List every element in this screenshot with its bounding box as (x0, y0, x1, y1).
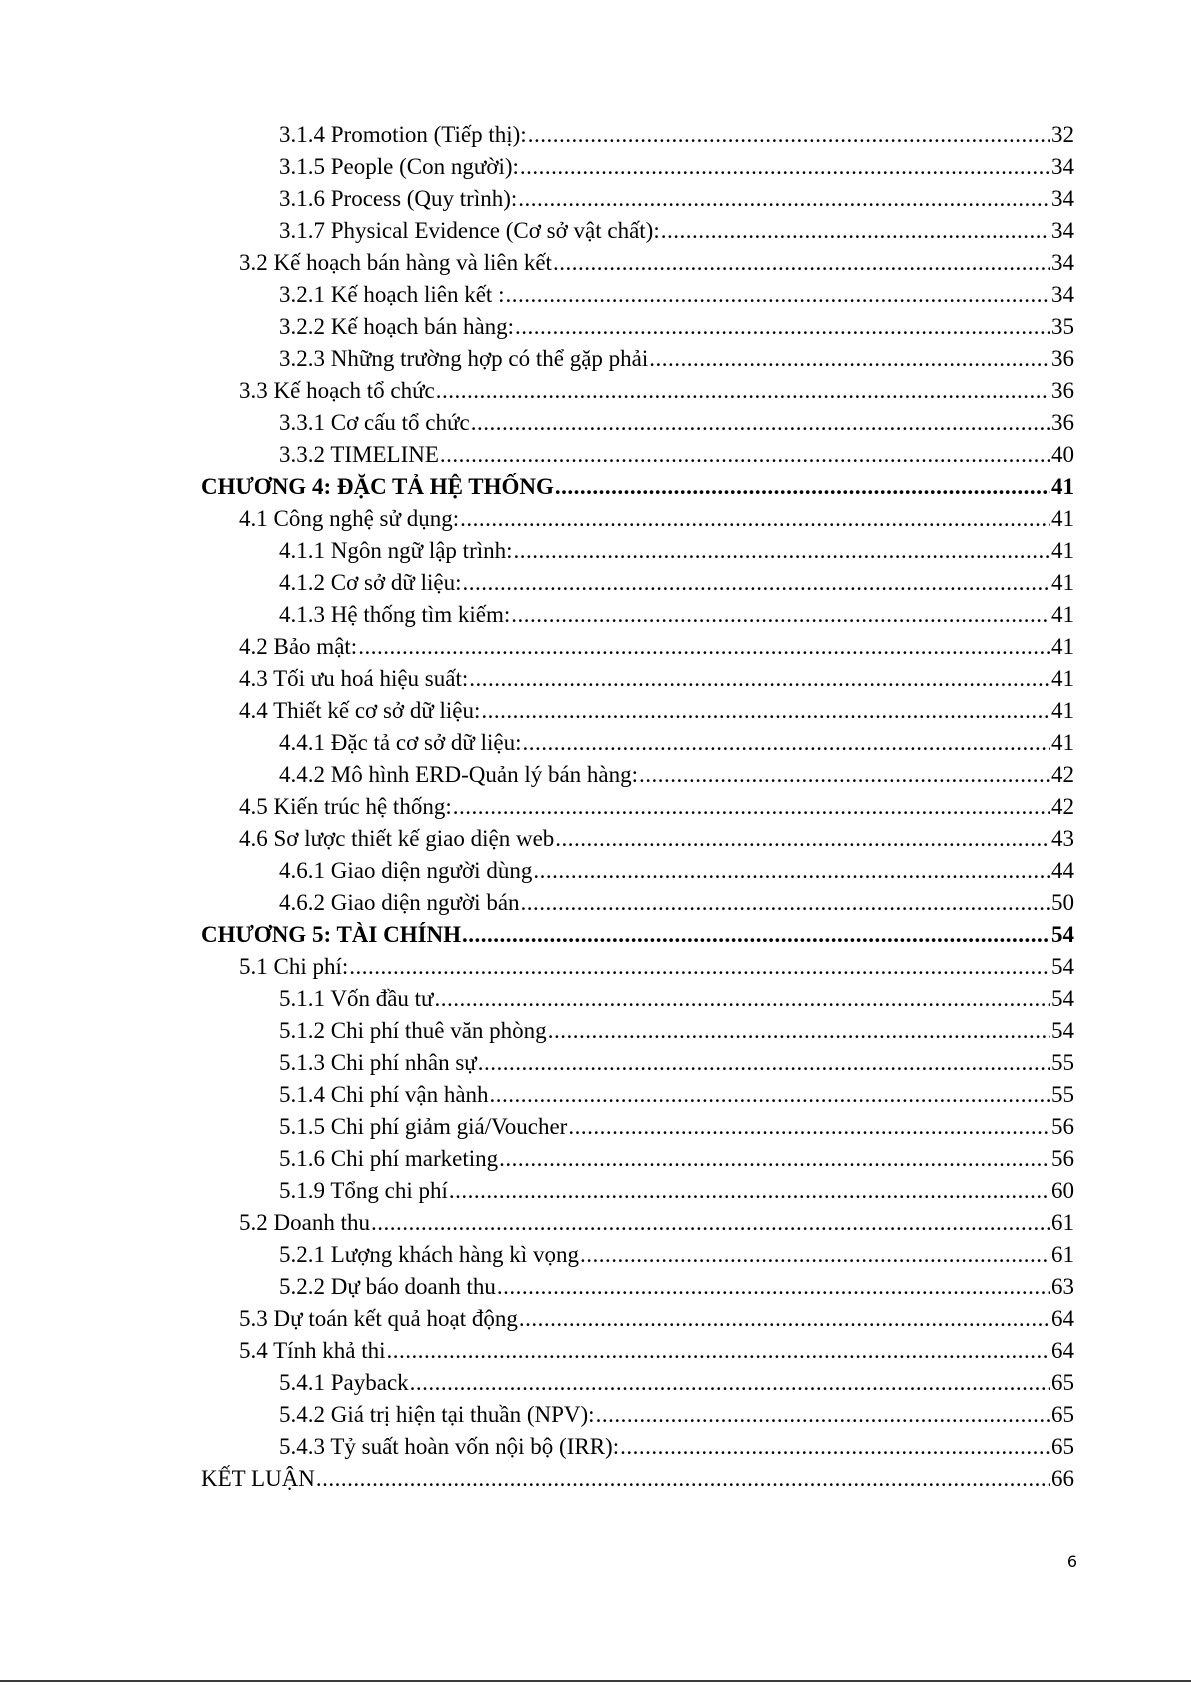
toc-entry-title: 3.3.2 TIMELINE (279, 442, 439, 467)
toc-dot-leader (410, 1367, 1050, 1399)
toc-dot-leader (481, 695, 1050, 727)
toc-entry[interactable] (0, 823, 1191, 855)
toc-entry-page: 64 (1051, 1338, 1074, 1363)
toc-entry-page: 56 (1051, 1114, 1074, 1139)
toc-entry-page: 56 (1051, 1146, 1074, 1171)
toc-entry-title: 3.2.1 Kế hoạch liên kết : (279, 282, 505, 307)
toc-dot-leader (515, 311, 1050, 343)
toc-entry-title: 3.2.2 Kế hoạch bán hàng: (279, 314, 515, 339)
toc-entry-page: 41 (1051, 506, 1074, 531)
toc-entry-page: 36 (1051, 346, 1074, 371)
toc-entry[interactable] (0, 1463, 1191, 1495)
toc-entry-page: 32 (1051, 122, 1074, 147)
toc-dot-leader (316, 1463, 1050, 1495)
toc-dot-leader (620, 1431, 1050, 1463)
toc-entry-page: 34 (1051, 186, 1074, 211)
toc-entry-title: 4.4.1 Đặc tả cơ sở dữ liệu: (279, 730, 522, 755)
toc-dot-leader (449, 1175, 1050, 1207)
toc-dot-leader (505, 279, 1050, 311)
toc-dot-leader (460, 503, 1050, 535)
toc-entry-page: 41 (1051, 538, 1074, 563)
toc-entry[interactable] (0, 567, 1191, 599)
toc-dot-leader (518, 183, 1050, 215)
toc-entry-title: 5.1 Chi phí: (239, 954, 349, 979)
toc-entry-title: 5.1.9 Tổng chi phí (279, 1178, 448, 1203)
toc-entry[interactable] (0, 1303, 1191, 1335)
toc-entry-page: 66 (1051, 1466, 1074, 1491)
toc-dot-leader (471, 407, 1050, 439)
bottom-rule (0, 1680, 1191, 1682)
toc-entry[interactable] (0, 887, 1191, 919)
toc-entry-page: 42 (1051, 762, 1074, 787)
toc-entry-page: 34 (1051, 250, 1074, 275)
toc-entry-title: 5.3 Dự toán kết quả hoạt động (239, 1306, 518, 1331)
toc-entry-title: 5.2.1 Lượng khách hàng kì vọng (279, 1242, 579, 1267)
toc-dot-leader (497, 1271, 1050, 1303)
toc-entry-title: 4.2 Bảo mật: (239, 634, 358, 659)
toc-entry-page: 65 (1051, 1434, 1074, 1459)
toc-entry-title: 5.2 Doanh thu (239, 1210, 370, 1235)
toc-dot-leader (596, 1399, 1050, 1431)
toc-dot-leader (349, 951, 1050, 983)
toc-entry-title: 5.1.4 Chi phí vận hành (279, 1082, 489, 1107)
toc-entry-page: 44 (1051, 858, 1074, 883)
toc-entry-title: 4.1 Công nghệ sử dụng: (239, 506, 460, 531)
toc-entry[interactable] (0, 919, 1191, 951)
toc-entry-page: 41 (1051, 634, 1074, 659)
toc-entry-title: 4.6.1 Giao diện người dùng (279, 858, 533, 883)
toc-entry[interactable] (0, 1207, 1191, 1239)
toc-entry[interactable] (0, 599, 1191, 631)
toc-dot-leader (522, 727, 1050, 759)
toc-dot-leader (521, 887, 1050, 919)
toc-entry[interactable] (0, 1239, 1191, 1271)
toc-entry-title: 4.1.3 Hệ thống tìm kiếm: (279, 602, 511, 627)
toc-entry[interactable] (0, 1335, 1191, 1367)
toc-entry[interactable] (0, 1047, 1191, 1079)
toc-entry-page: 65 (1051, 1370, 1074, 1395)
toc-dot-leader (490, 1079, 1050, 1111)
toc-entry[interactable] (0, 247, 1191, 279)
toc-entry[interactable] (0, 375, 1191, 407)
toc-entry-title: 5.4.3 Tỷ suất hoàn vốn nội bộ (IRR): (279, 1434, 620, 1459)
toc-entry-page: 63 (1051, 1274, 1074, 1299)
toc-entry[interactable] (0, 503, 1191, 535)
toc-dot-leader (435, 983, 1050, 1015)
toc-entry-title: 5.1.2 Chi phí thuê văn phòng (279, 1018, 547, 1043)
toc-entry-title: 5.1.3 Chi phí nhân sự (279, 1050, 477, 1075)
toc-entry-title: 3.3.1 Cơ cấu tổ chức (279, 410, 470, 435)
toc-entry-title: KẾT LUẬN (201, 1466, 315, 1491)
toc-entry[interactable] (0, 855, 1191, 887)
toc-dot-leader (520, 151, 1050, 183)
toc-dot-leader (499, 1143, 1050, 1175)
toc-entry-page: 55 (1051, 1050, 1074, 1075)
toc-dot-leader (661, 215, 1050, 247)
toc-entry-title: 5.2.2 Dự báo doanh thu (279, 1274, 496, 1299)
toc-entry-title: 4.5 Kiến trúc hệ thống: (239, 794, 452, 819)
toc-dot-leader (649, 343, 1050, 375)
toc-entry-page: 54 (1051, 922, 1074, 947)
toc-entry[interactable] (0, 1399, 1191, 1431)
toc-entry-title: 3.2.3 Những trường hợp có thể gặp phải (279, 346, 649, 371)
toc-entry-title: 3.3 Kế hoạch tổ chức (239, 378, 435, 403)
toc-entry-title: 5.4 Tính khả thi (239, 1338, 386, 1363)
toc-entry-page: 65 (1051, 1402, 1074, 1427)
toc-entry-title: 4.1.2 Cơ sở dữ liệu: (279, 570, 462, 595)
toc-entry-page: 41 (1051, 474, 1074, 499)
toc-entry[interactable] (0, 279, 1191, 311)
toc-dot-leader (440, 439, 1050, 471)
toc-entry[interactable] (0, 183, 1191, 215)
toc-entry[interactable] (0, 663, 1191, 695)
table-of-contents (0, 119, 1191, 1495)
toc-entry-page: 41 (1051, 602, 1074, 627)
toc-entry-page: 43 (1051, 826, 1074, 851)
toc-entry-page: 34 (1051, 154, 1074, 179)
toc-dot-leader (387, 1335, 1050, 1367)
toc-entry[interactable] (0, 407, 1191, 439)
toc-entry-title: 4.3 Tối ưu hoá hiệu suất: (239, 666, 469, 691)
toc-entry-title: 4.1.1 Ngôn ngữ lập trình: (279, 538, 513, 563)
toc-entry[interactable] (0, 1111, 1191, 1143)
toc-dot-leader (533, 855, 1050, 887)
toc-entry[interactable] (0, 1143, 1191, 1175)
toc-dot-leader (528, 119, 1050, 151)
toc-entry-title: CHƯƠNG 4: ĐẶC TẢ HỆ THỐNG (201, 474, 554, 499)
toc-entry[interactable] (0, 439, 1191, 471)
toc-dot-leader (553, 247, 1050, 279)
toc-dot-leader (462, 919, 1050, 951)
toc-entry[interactable] (0, 471, 1191, 503)
toc-dot-leader (358, 631, 1050, 663)
toc-entry-title: 4.6 Sơ lược thiết kế giao diện web (239, 826, 555, 851)
toc-entry[interactable] (0, 1271, 1191, 1303)
toc-dot-leader (580, 1239, 1050, 1271)
toc-entry[interactable] (0, 311, 1191, 343)
toc-entry-page: 50 (1051, 890, 1074, 915)
toc-entry-page: 54 (1051, 1018, 1074, 1043)
toc-entry-title: 3.2 Kế hoạch bán hàng và liên kết (239, 250, 552, 275)
toc-entry-title: 4.4.2 Mô hình ERD-Quản lý bán hàng: (279, 762, 639, 787)
toc-entry[interactable] (0, 1367, 1191, 1399)
toc-dot-leader (462, 567, 1050, 599)
toc-dot-leader (478, 1047, 1050, 1079)
toc-entry[interactable] (0, 951, 1191, 983)
toc-entry[interactable] (0, 535, 1191, 567)
toc-entry-page: 64 (1051, 1306, 1074, 1331)
toc-dot-leader (548, 1015, 1050, 1047)
toc-entry-title: 5.1.5 Chi phí giảm giá/Voucher (279, 1114, 568, 1139)
toc-entry-page: 34 (1051, 218, 1074, 243)
toc-entry-page: 61 (1051, 1210, 1074, 1235)
toc-dot-leader (555, 823, 1050, 855)
toc-entry[interactable] (0, 631, 1191, 663)
toc-entry-page: 60 (1051, 1178, 1074, 1203)
toc-dot-leader (453, 791, 1050, 823)
toc-entry[interactable] (0, 343, 1191, 375)
toc-entry[interactable] (0, 151, 1191, 183)
toc-dot-leader (639, 759, 1050, 791)
toc-dot-leader (371, 1207, 1050, 1239)
toc-entry-title: 5.4.1 Payback (279, 1370, 409, 1395)
toc-dot-leader (511, 599, 1050, 631)
toc-entry-page: 40 (1051, 442, 1074, 467)
toc-entry[interactable] (0, 983, 1191, 1015)
toc-entry-page: 54 (1051, 954, 1074, 979)
toc-dot-leader (555, 471, 1050, 503)
toc-entry-page: 34 (1051, 282, 1074, 307)
toc-entry-page: 35 (1051, 314, 1074, 339)
toc-entry[interactable] (0, 1175, 1191, 1207)
toc-entry[interactable] (0, 1079, 1191, 1111)
toc-dot-leader (469, 663, 1050, 695)
toc-entry-title: 5.1.1 Vốn đầu tư (279, 986, 434, 1011)
toc-entry-title: 5.1.6 Chi phí marketing (279, 1146, 499, 1171)
toc-entry-page: 41 (1051, 666, 1074, 691)
toc-dot-leader (514, 535, 1050, 567)
toc-entry[interactable] (0, 759, 1191, 791)
toc-entry-page: 36 (1051, 410, 1074, 435)
toc-entry[interactable] (0, 695, 1191, 727)
toc-entry-page: 41 (1051, 698, 1074, 723)
toc-entry[interactable] (0, 119, 1191, 151)
toc-entry[interactable] (0, 727, 1191, 759)
toc-entry-title: 3.1.7 Physical Evidence (Cơ sở vật chất): (279, 218, 660, 243)
toc-dot-leader (519, 1303, 1050, 1335)
toc-entry-title: 3.1.5 People (Con người): (279, 154, 519, 179)
toc-entry-title: 4.4 Thiết kế cơ sở dữ liệu: (239, 698, 481, 723)
toc-entry-title: 4.6.2 Giao diện người bán (279, 890, 520, 915)
toc-entry-page: 41 (1051, 730, 1074, 755)
toc-entry-page: 55 (1051, 1082, 1074, 1107)
toc-entry[interactable] (0, 1015, 1191, 1047)
toc-entry-page: 54 (1051, 986, 1074, 1011)
toc-entry-title: 3.1.4 Promotion (Tiếp thị): (279, 122, 527, 147)
toc-entry-title: CHƯƠNG 5: TÀI CHÍNH (201, 922, 462, 947)
toc-entry-title: 3.1.6 Process (Quy trình): (279, 186, 518, 211)
toc-entry-title: 5.4.2 Giá trị hiện tại thuần (NPV): (279, 1402, 595, 1427)
toc-entry[interactable] (0, 1431, 1191, 1463)
toc-entry-page: 42 (1051, 794, 1074, 819)
toc-entry-page: 41 (1051, 570, 1074, 595)
toc-entry[interactable] (0, 215, 1191, 247)
toc-entry-page: 36 (1051, 378, 1074, 403)
toc-entry[interactable] (0, 791, 1191, 823)
page-number: 6 (1066, 1552, 1077, 1571)
toc-dot-leader (436, 375, 1050, 407)
toc-dot-leader (568, 1111, 1050, 1143)
toc-entry-page: 61 (1051, 1242, 1074, 1267)
